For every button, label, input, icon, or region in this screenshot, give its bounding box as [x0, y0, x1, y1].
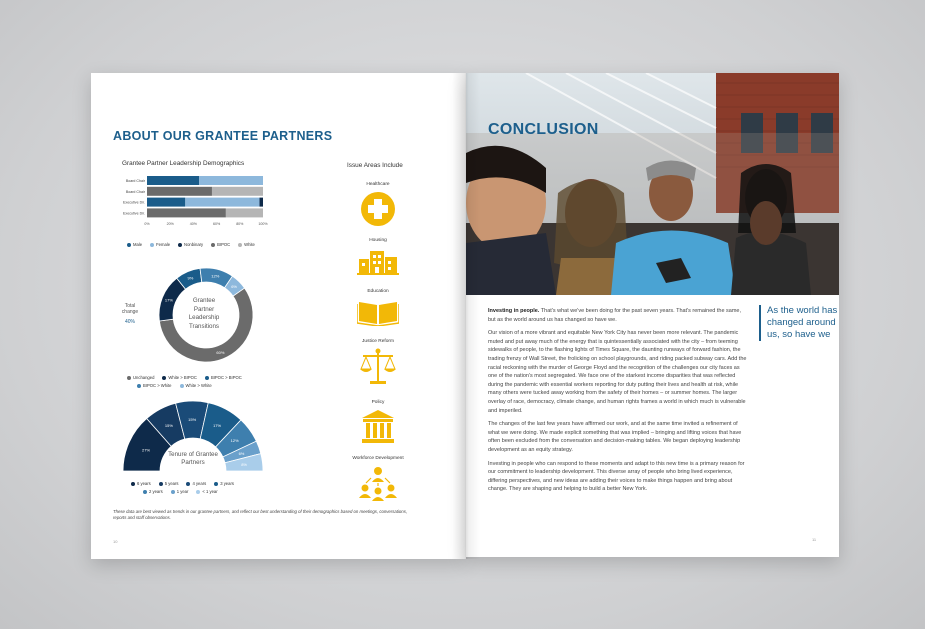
bar-chart-title: Grantee Partner Leadership Demographics [122, 160, 245, 167]
half-donut-slice-label: 17% [213, 422, 222, 428]
lead-paragraph [488, 307, 750, 324]
page-title: ABOUT OUR GRANTEE PARTNERS [113, 129, 333, 143]
leadership-demographics-bar-chart [111, 171, 271, 246]
bar-segment [147, 198, 185, 207]
legend-swatch [137, 384, 141, 388]
pull-quote: As the world has changed around us, so have we [759, 305, 839, 341]
legend-label: 6 years [137, 481, 151, 486]
legend-swatch [178, 243, 182, 247]
legend-swatch [171, 490, 175, 494]
legend-label: 1 year [176, 489, 189, 494]
bar-category-label: Executive Dir. [123, 211, 145, 216]
donut-legend-row [127, 383, 287, 388]
half-donut-slice-label: 15% [164, 422, 173, 428]
legend-item [150, 242, 170, 247]
left-page [91, 73, 466, 559]
bar-x-tick-label: 60% [212, 222, 221, 227]
issue-label-workforce-development: Workforce Development [352, 456, 404, 461]
bar-segment [226, 208, 263, 217]
issue-label-justice-reform: Justice Reform [362, 339, 394, 344]
legend-label: 4 years [192, 481, 207, 486]
bar-segment [147, 176, 199, 185]
legend-swatch [143, 490, 147, 494]
bar-segment [147, 208, 226, 217]
legend-item [143, 489, 163, 494]
bar-category-label: Executive Dir. [123, 200, 145, 205]
legend-label: 3 years [220, 481, 234, 486]
legend-swatch [150, 243, 154, 247]
legend-item [180, 383, 212, 388]
legend-label: White > BIPOC [168, 375, 197, 380]
issue-label-policy: Policy [371, 400, 385, 405]
legend-item [205, 375, 242, 380]
legend-item [238, 242, 255, 247]
legend-swatch [214, 482, 218, 486]
donut-legend-row [127, 375, 287, 380]
legend-label: 5 years [164, 481, 179, 486]
donut-slice-label: 9% [187, 275, 194, 281]
issue-label-housing: Housing [369, 238, 387, 243]
legend-label: BIPOC [217, 242, 231, 247]
legend-item [131, 481, 151, 486]
half-donut-slice-label: 12% [230, 438, 239, 444]
legend-swatch [211, 243, 215, 247]
legend-label: White > White [185, 383, 212, 388]
legend-label: Male [133, 242, 143, 247]
buildings-icon [357, 247, 399, 275]
legend-item [137, 383, 172, 388]
half-donut-legend-row [131, 489, 271, 494]
body-text [488, 307, 750, 499]
legend-item [211, 242, 230, 247]
government-building-icon [360, 409, 396, 445]
bar-category-label: Board Chair [125, 189, 145, 194]
donut-slice-label: 17% [164, 297, 173, 303]
half-donut-center-label: Tenure of Grantee Partners [168, 451, 218, 466]
bar-segment [147, 187, 212, 196]
scales-icon [358, 347, 398, 387]
legend-label: BIPOC > White [143, 383, 172, 388]
legend-item [186, 481, 206, 486]
half-donut-legend [131, 481, 271, 497]
bar-segment [185, 198, 259, 207]
issue-areas-heading: Issue Areas Include [347, 162, 403, 169]
legend-item [196, 489, 217, 494]
legend-label: White [244, 242, 255, 247]
issue-label-healthcare: Healthcare [366, 182, 390, 187]
paragraph-1: Our vision of a more vibrant and equitable New York City has never been more relevant. The pandemic muted and put away much of the energy that is quintessentially associated with the city – from teeming sidewalks of people, to the flashing lights of Times Square, the daunting runways of forward fashion, the trading frenzy of Wall Street, the frolicking on school playgrounds, and riding packed subway cars. Add the racial reckoning with the murder of George Floyd and the recognition of the challenges our city faces as one of the nation's most segregated. We face one of the starkest income disparities that was reflected during the pandemic with essential workers reporting for duty putting their lives and health at risk, while many others were tucked away working from the safety of their homes – or summer homes. The larger overlay of race, democracy, climate change, and human rights frames a world in which much is vulnerable and imperiled. [488, 330, 747, 414]
bar-chart-legend [127, 242, 255, 247]
donut-slice-label: 12% [211, 273, 220, 279]
legend-swatch [196, 490, 200, 494]
right-page [466, 73, 839, 557]
donut-total-change-value: 40% [124, 319, 135, 325]
legend-item [159, 481, 179, 486]
group-photo-image [466, 73, 839, 295]
bar-segment [199, 176, 263, 185]
donut-slice-label: 6% [231, 284, 237, 290]
legend-swatch [238, 243, 242, 247]
donut-legend [127, 375, 287, 391]
lead-bold: Investing in people. [488, 308, 540, 314]
page-number-right: 11 [812, 537, 817, 542]
legend-swatch [205, 376, 209, 380]
legend-label: Unchanged [133, 375, 155, 380]
half-donut-slice-label: 27% [142, 447, 151, 453]
bar-category-label: Board Chair [125, 179, 145, 183]
legend-label: < 1 year [202, 489, 218, 494]
half-donut-slice-label: 8% [241, 462, 247, 468]
plus-icon [360, 191, 396, 227]
legend-swatch [127, 376, 131, 380]
issue-label-education: Education [367, 289, 389, 294]
legend-item [214, 481, 234, 486]
legend-swatch [186, 482, 190, 486]
legend-item [178, 242, 203, 247]
conclusion-title: CONCLUSION [488, 121, 599, 138]
half-donut-legend-row [131, 481, 271, 486]
bar-x-tick-label: 80% [236, 222, 244, 227]
bar-x-tick-label: 100% [258, 222, 268, 227]
half-donut-slice-label: 6% [238, 451, 245, 457]
donut-center-label: Grantee Partner Leadership Transitions [188, 297, 220, 330]
half-donut-slice-label: 15% [188, 417, 197, 423]
legend-item [127, 242, 142, 247]
legend-label: BIPOC > BIPOC [210, 375, 242, 380]
page-number-left: 10 [113, 539, 118, 544]
bar-x-tick-label: 40% [189, 222, 198, 227]
lead-rest: That's what we've been doing for the past seven years. That's remained the same, but as the world around us has changed so have we. [488, 308, 742, 323]
paragraph-3: Investing in people who can respond to these moments and adapt to this new time is a primary reason for our commitment to leadership development. This diverse array of people who bring lived experience, differing perspectives, and new ideas are adding their voices to make things happen and bring about change. They are shaping and helping to build a better New York. [488, 460, 745, 493]
legend-item [171, 489, 189, 494]
book-icon [357, 298, 399, 326]
legend-swatch [127, 243, 131, 247]
legend-swatch [131, 482, 135, 486]
bar-segment [212, 187, 263, 196]
group-photo [466, 73, 839, 295]
donut-slice-label: 60% [216, 349, 225, 355]
legend-label: 2 years [149, 489, 163, 494]
legend-label: Female [156, 242, 171, 247]
bar-x-tick-label: 20% [166, 222, 174, 227]
legend-item [162, 375, 197, 380]
legend-swatch [162, 376, 166, 380]
legend-item [127, 375, 154, 380]
footnote: These data are best viewed as trends in our grantee partners, and reflect our best understanding of their demographics based on meetings, conversations, reports and staff observations. [113, 509, 408, 520]
bar-segment [260, 198, 263, 207]
paragraph-2: The changes of the last few years have affirmed our work, and at the same time invited a refinement of what we were doing. We made explicit something that was implied – bringing and lifting voices that have often been excluded from the conversation and decision-making tables. We began deploying leadership development as an equity strategy. [488, 421, 742, 453]
bar-x-tick-label: 0% [144, 222, 150, 227]
legend-swatch [159, 482, 163, 486]
legend-label: Nonbinary [184, 242, 204, 247]
legend-swatch [180, 384, 184, 388]
donut-total-change-label: Total change [121, 303, 139, 315]
people-network-icon [359, 466, 397, 502]
